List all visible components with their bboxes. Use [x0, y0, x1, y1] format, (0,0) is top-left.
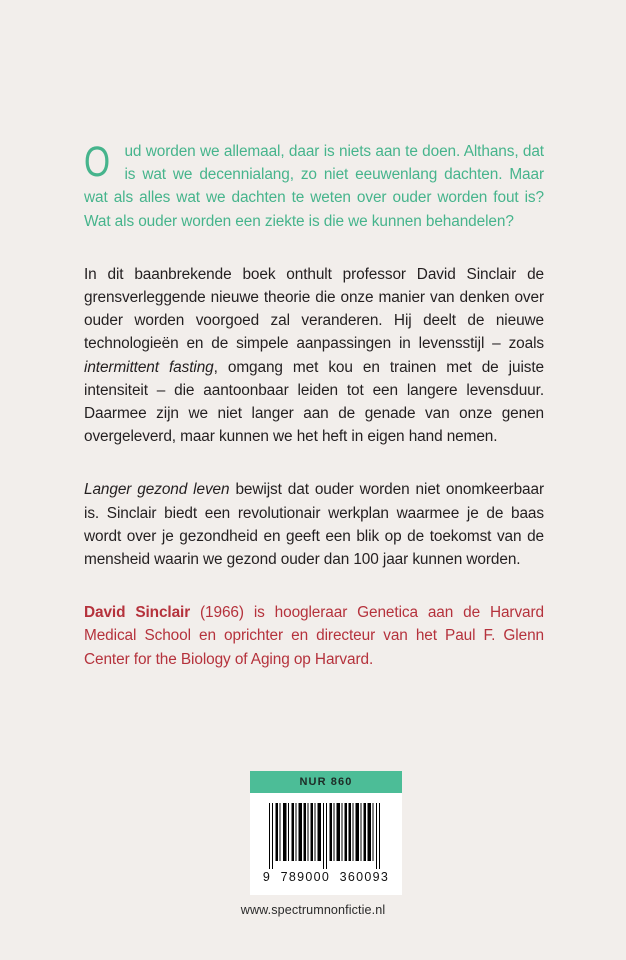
intro-paragraph [84, 140, 544, 233]
ean13-barcode-icon [266, 803, 386, 869]
author-bio-text: (1966) is hoogleraar Genetica aan de Harvard Medical School en oprichter en directeur van het Paul F. Glenn Center for the Biology of Aging op Harvard. [84, 604, 544, 668]
drop-cap-letter: O [84, 138, 111, 186]
body-paragraph-1 [84, 263, 544, 449]
nur-code-banner: NUR 860 [250, 771, 402, 793]
body-paragraph-1-part-2: , omgang met kou en trainen met de juiste intensiteit – die aantoonbaar leiden tot een langere levensduur. Daarmee zijn we niet langer aan de genade van onze genen overgeleverd, maar kunnen we het heft in eigen hand nemen. [84, 358, 544, 446]
body-paragraph-1-part-1: In dit baanbrekende boek onthult professor David Sinclair de grensverleggende nieuwe theorie die onze manier van denken over ouder worden voorgoed zal veranderen. Hij deelt de nieuwe technologieën en de simpele aanpassingen in levensstijl – zoals [84, 265, 544, 353]
barcode-digits: 9 789000 360093 [262, 870, 390, 884]
intro-paragraph-text: ud worden we allemaal, daar is niets aan te doen. Althans, dat is wat we decennialang, zo niet eeuwenlang dachten. Maar wat als alles wat we dachten te weten over ouder worden fout is? Wat als ouder worden een ziekte is die we kunnen behandelen? [84, 143, 544, 230]
publisher-website[interactable]: www.spectrumnonfictie.nl [240, 903, 386, 917]
book-title-italic: Langer gezond leven [84, 481, 230, 499]
author-name: David Sinclair [84, 604, 191, 622]
body-paragraph-1-italic-term: intermittent fasting [84, 358, 214, 376]
barcode-area [250, 793, 402, 895]
body-paragraph-2 [84, 478, 544, 571]
paragraph-spacer [84, 233, 544, 263]
paragraph-spacer [84, 448, 544, 478]
paragraph-spacer [84, 571, 544, 601]
author-bio-paragraph [84, 601, 544, 671]
blurb-text-column [84, 140, 544, 671]
body-paragraph-2-part-2: bewijst dat ouder worden niet onomkeerbaar is. Sinclair biedt een revolutionair werkplan waarmee je de baas wordt over je gezondheid en geeft een blik op de toekomst van de mensheid waarin we gezond ouder dan 100 jaar kunnen worden. [84, 481, 544, 569]
barcode-block [250, 771, 402, 895]
